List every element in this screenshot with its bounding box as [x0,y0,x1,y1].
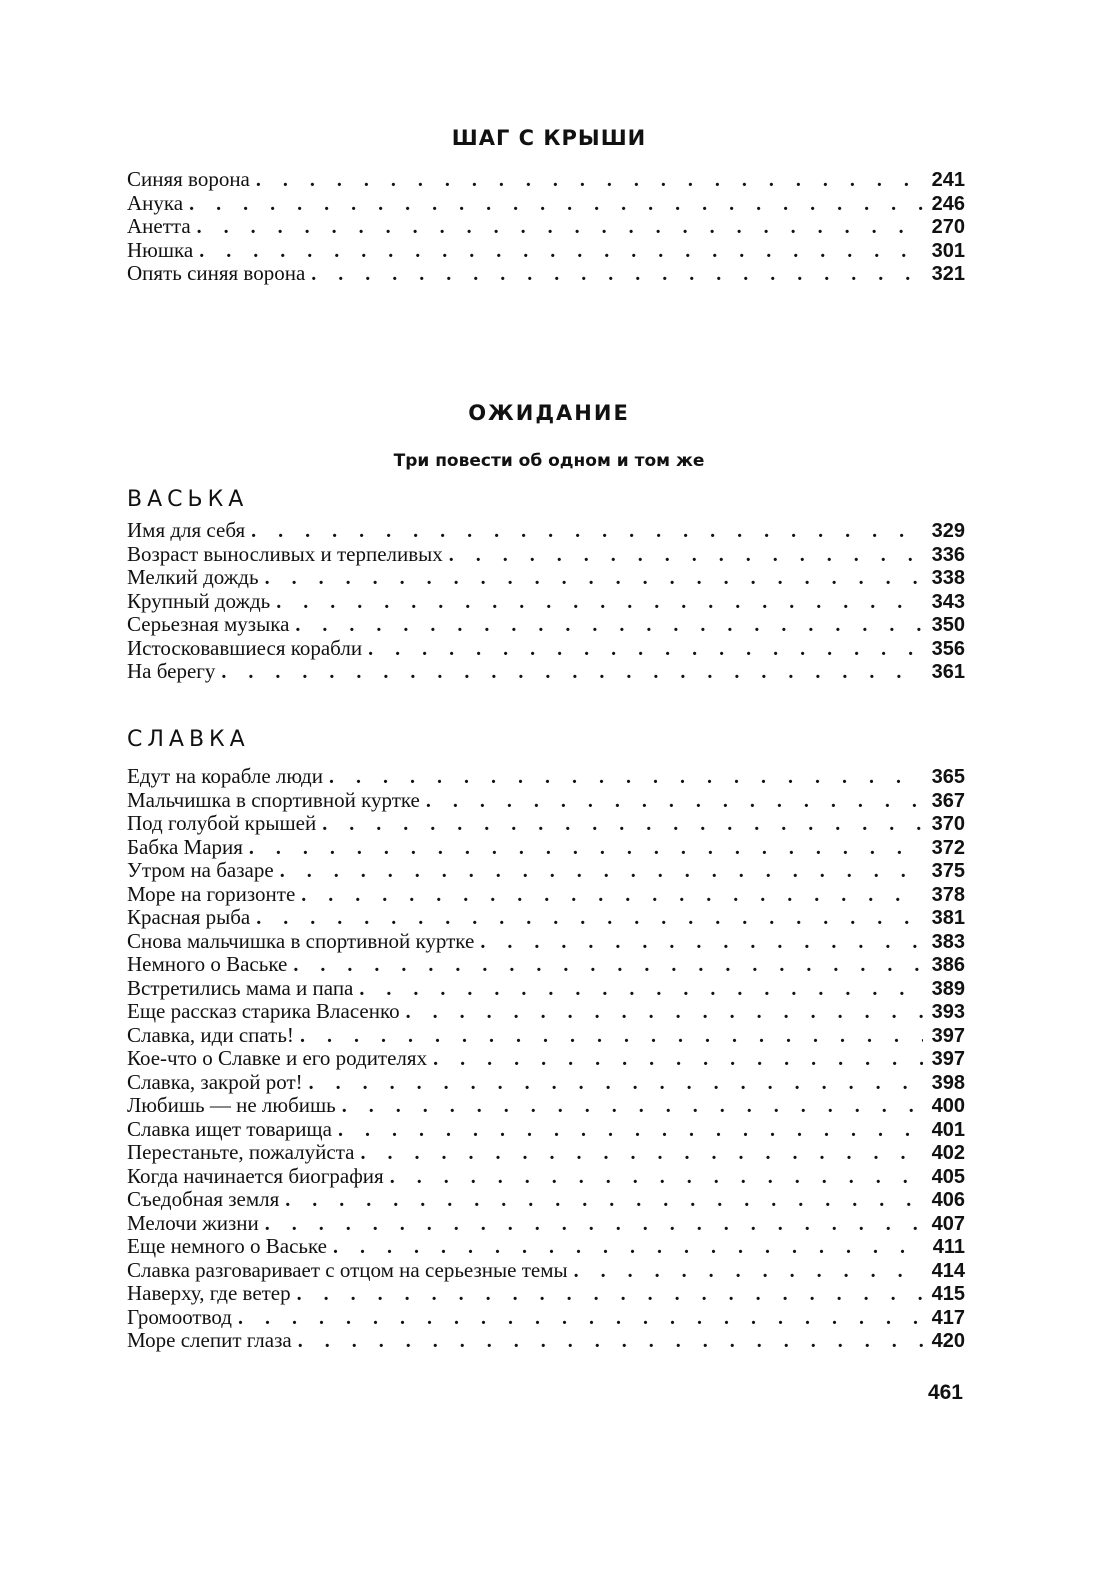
dot-leader [298,1330,923,1354]
toc-entry-page: 381 [931,907,965,929]
toc-entry-page: 401 [931,1118,965,1141]
toc-entry [127,836,965,860]
toc-entry [127,765,965,789]
toc-entry [127,883,965,907]
dot-leader [265,567,923,591]
dot-leader [238,1307,923,1331]
toc-entry-page: 336 [931,543,965,566]
toc-entry-page: 383 [931,930,965,953]
toc-entry-page: 402 [931,1142,965,1164]
toc-entry-title: На берегу [127,659,216,683]
toc-entry-title: Когда начинается биография [127,1163,384,1188]
dot-leader [300,1025,923,1049]
toc-entry-title: Крупный дождь [127,588,271,613]
dot-leader [197,216,923,240]
toc-entry-title: Под голубой крышей [127,811,317,835]
dot-leader [256,907,923,931]
toc-entry [127,1212,965,1236]
toc-entry-title: Наверху, где ветер [127,1281,291,1305]
toc-entry [127,519,965,543]
dot-leader [249,837,923,861]
toc-entry-page: 417 [931,1306,965,1329]
toc-entry-page: 393 [931,1001,965,1023]
toc-entry [127,789,965,813]
toc-entry-page: 414 [931,1259,965,1282]
toc-entry-page: 406 [931,1189,965,1211]
toc-entry [127,859,965,883]
dot-leader [406,1001,923,1025]
toc-entry-title: Истосковавшиеся корабли [127,635,363,660]
dot-leader [359,978,923,1002]
dot-leader [322,813,923,837]
toc-entry-title: Еще рассказ старика Власенко [127,999,400,1023]
toc-entry [127,215,965,239]
toc-entry-page: 361 [931,661,965,683]
toc-entry-page: 329 [931,520,965,542]
dot-leader [390,1166,923,1190]
toc-entry-page: 246 [931,192,965,215]
dot-leader [276,591,923,615]
toc-entry-page: 407 [931,1212,965,1235]
dot-leader [311,263,923,287]
toc-entry-page: 400 [931,1095,965,1117]
section-label-slavka: СЛАВКА [127,727,250,752]
toc-entry [127,660,965,684]
toc-entry [127,977,965,1001]
toc-entry [127,1047,965,1071]
toc-entry-title: Мелкий дождь [127,565,259,589]
toc-entry [127,1188,965,1212]
toc-entry-title: Мелочи жизни [127,1210,259,1235]
toc-entry-page: 389 [931,977,965,1000]
dot-leader [368,638,923,662]
toc-entry [127,1094,965,1118]
dot-leader [426,790,923,814]
toc-list-slavka [127,765,965,1353]
toc-entry [127,906,965,930]
toc-entry-page: 321 [931,263,965,285]
toc-entry [127,1235,965,1259]
toc-entry-title: Бабка Мария [127,834,243,859]
toc-entry [127,812,965,836]
toc-entry-title: Перестаньте, пожалуйста [127,1140,355,1164]
dot-leader [574,1260,923,1284]
toc-entry [127,543,965,567]
toc-entry-page: 270 [931,216,965,238]
toc-entry-title: Едут на корабле люди [127,764,323,788]
toc-entry-title: Кое-что о Славке и его родителях [127,1046,428,1070]
toc-entry [127,1118,965,1142]
part-subtitle: Три повести об одном и том же [393,451,705,471]
toc-entry-title: Снова мальчишка в спортивной куртке [127,928,475,953]
toc-entry-page: 343 [931,590,965,613]
toc-entry-page: 370 [931,813,965,835]
dot-leader [265,1213,923,1237]
toc-entry-title: Немного о Ваське [127,952,288,976]
toc-entry-title: Нюшка [127,237,194,262]
toc-entry-page: 350 [931,614,965,636]
toc-entry-title: Утром на базаре [127,858,274,882]
dot-leader [360,1142,923,1166]
toc-entry-title: Громоотвод [127,1304,232,1329]
toc-entry-page: 365 [931,766,965,788]
dot-leader [301,884,923,908]
toc-entry-page: 420 [931,1330,965,1352]
toc-entry [127,1141,965,1165]
toc-entry [127,1165,965,1189]
dot-leader [221,661,923,685]
section-label-vaska: ВАСЬКА [127,487,249,512]
toc-entry-title: Анетта [127,214,191,238]
dot-leader [342,1095,923,1119]
toc-entry [127,1024,965,1048]
toc-entry [127,953,965,977]
page-number: 461 [927,1381,963,1404]
dot-leader [333,1236,923,1260]
toc-entry [127,1329,965,1353]
dot-leader [293,954,923,978]
toc-entry-page: 415 [931,1283,965,1305]
toc-entry-page: 375 [931,860,965,882]
toc-entry [127,613,965,637]
toc-entry-page: 378 [931,883,965,906]
toc-entry-title: Возраст выносливых и терпеливых [127,541,443,566]
toc-entry-page: 405 [931,1165,965,1188]
part-title-shag-s-kryshi: ШАГ С КРЫШИ [451,126,647,150]
dot-leader [338,1119,923,1143]
toc-entry [127,168,965,192]
dot-leader [256,169,923,193]
toc-entry [127,1306,965,1330]
toc-entry [127,1071,965,1095]
toc-entry-page: 411 [932,1236,965,1258]
toc-entry-title: Опять синяя ворона [127,261,306,285]
toc-entry [127,637,965,661]
toc-entry-title: Славка, иди спать! [127,1022,294,1047]
toc-entry-page: 398 [931,1071,965,1094]
dot-leader [280,860,923,884]
toc-entry-title: Любишь — не любишь [127,1093,336,1117]
toc-entry-title: Съедобная земля [127,1187,280,1211]
toc-entry-title: Синяя ворона [127,167,250,191]
toc-entry-title: Мальчишка в спортивной куртке [127,787,420,812]
toc-entry-page: 397 [931,1048,965,1070]
toc-entry-title: Море слепит глаза [127,1328,292,1352]
toc-entry [127,239,965,263]
toc-entry-page: 356 [931,637,965,660]
toc-entry-title: Славка ищет товарища [127,1116,332,1141]
toc-list-part1 [127,168,965,286]
toc-entry-title: Славка, закрой рот! [127,1069,303,1094]
dot-leader [480,931,923,955]
dot-leader [295,614,923,638]
toc-entry [127,1000,965,1024]
toc-entry [127,192,965,216]
dot-leader [433,1048,923,1072]
toc-list-vaska [127,519,965,684]
toc-entry-title: Серьезная музыка [127,612,290,636]
toc-entry-title: Еще немного о Ваське [127,1234,327,1258]
dot-leader [297,1283,923,1307]
dot-leader [329,766,923,790]
toc-entry [127,1282,965,1306]
toc-entry-page: 367 [931,789,965,812]
part-title-ozhidanie: ОЖИДАНИЕ [468,401,630,425]
dot-leader [449,544,923,568]
toc-entry [127,262,965,286]
dot-leader [285,1189,923,1213]
toc-entry [127,566,965,590]
toc-entry-title: Встретились мама и папа [127,975,354,1000]
toc-entry-title: Имя для себя [127,518,246,542]
toc-entry-page: 386 [931,954,965,976]
toc-entry [127,930,965,954]
dot-leader [309,1072,923,1096]
toc-entry-title: Море на горизонте [127,881,296,906]
dot-leader [189,193,923,217]
toc-entry [127,590,965,614]
toc-entry-page: 241 [931,169,965,191]
dot-leader [199,240,923,264]
dot-leader [251,520,923,544]
toc-entry-page: 372 [931,836,965,859]
toc-entry-title: Красная рыба [127,905,251,929]
toc-entry-page: 397 [931,1024,965,1047]
toc-entry-page: 301 [931,239,965,262]
toc-entry-title: Славка разговаривает с отцом на серьезные темы [127,1257,568,1282]
toc-entry-title: Анука [127,190,184,215]
toc-entry-page: 338 [931,567,965,589]
toc-entry [127,1259,965,1283]
